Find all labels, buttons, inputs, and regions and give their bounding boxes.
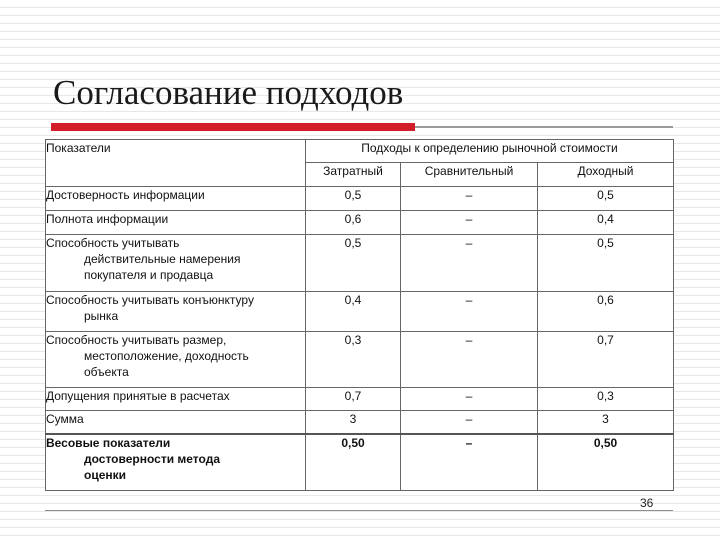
row-label-line: рынка (84, 309, 119, 323)
row-label (46, 211, 306, 235)
row-label (46, 187, 306, 211)
page-title: Согласование подходов (53, 73, 404, 112)
cell-income: 0,5 (538, 187, 674, 211)
table-row (46, 332, 674, 388)
row-label-line: Сумма (46, 412, 84, 426)
cell-income: 0,4 (538, 211, 674, 235)
row-label-line: местоположение, доходность (84, 349, 249, 363)
row-label (46, 388, 306, 411)
cell-comparative: – (401, 332, 538, 388)
cell-income: 0,50 (538, 434, 674, 491)
cell-income: 0,3 (538, 388, 674, 411)
row-label (46, 292, 306, 332)
table-row (46, 235, 674, 292)
row-label-line: Весовые показатели (46, 435, 171, 450)
row-label-line: Допущения принятые в расчетах (46, 389, 230, 403)
header-income: Доходный (538, 163, 674, 187)
table-row (46, 411, 674, 434)
header-comparative: Сравнительный (401, 163, 538, 187)
row-label-line: покупателя и продавца (84, 268, 214, 282)
row-label-line: достоверности метода (84, 451, 220, 466)
title-underline-gray (415, 126, 673, 128)
table-row-weights (46, 434, 674, 491)
row-label-line: Способность учитывать размер, (46, 333, 227, 347)
cell-cost: 3 (306, 411, 401, 434)
table-row (46, 211, 674, 235)
cell-cost: 0,4 (306, 292, 401, 332)
row-label-line: объекта (84, 365, 129, 379)
cell-income: 3 (538, 411, 674, 434)
cell-income: 0,6 (538, 292, 674, 332)
header-indicators: Показатели (46, 140, 306, 187)
footer-divider (45, 510, 673, 511)
table-row (46, 388, 674, 411)
header-cost: Затратный (306, 163, 401, 187)
cell-cost: 0,3 (306, 332, 401, 388)
row-label (46, 411, 306, 434)
cell-cost: 0,5 (306, 187, 401, 211)
slide-number: 36 (640, 496, 654, 510)
row-label-line: Способность учитывать конъюнктуру (46, 293, 254, 307)
header-approaches: Подходы к определению рыночной стоимости (306, 140, 674, 163)
row-label-line: Полнота информации (46, 212, 169, 226)
row-label-line: оценки (84, 467, 127, 482)
row-label-line: Достоверность информации (46, 188, 205, 202)
row-label (46, 332, 306, 388)
cell-comparative: – (401, 235, 538, 292)
approaches-table (45, 139, 674, 491)
cell-comparative: – (401, 434, 538, 491)
cell-comparative: – (401, 411, 538, 434)
table-row (46, 187, 674, 211)
cell-cost: 0,7 (306, 388, 401, 411)
table-row (46, 292, 674, 332)
cell-income: 0,7 (538, 332, 674, 388)
cell-comparative: – (401, 388, 538, 411)
cell-comparative: – (401, 211, 538, 235)
header-row (46, 140, 674, 163)
row-label-line: действительные намерения (84, 252, 241, 266)
cell-cost: 0,5 (306, 235, 401, 292)
cell-income: 0,5 (538, 235, 674, 292)
cell-cost: 0,50 (306, 434, 401, 491)
title-underline-red (51, 123, 415, 131)
row-label (46, 434, 306, 491)
row-label (46, 235, 306, 292)
row-label-line: Способность учитывать (46, 236, 180, 250)
cell-comparative: – (401, 187, 538, 211)
cell-cost: 0,6 (306, 211, 401, 235)
cell-comparative: – (401, 292, 538, 332)
